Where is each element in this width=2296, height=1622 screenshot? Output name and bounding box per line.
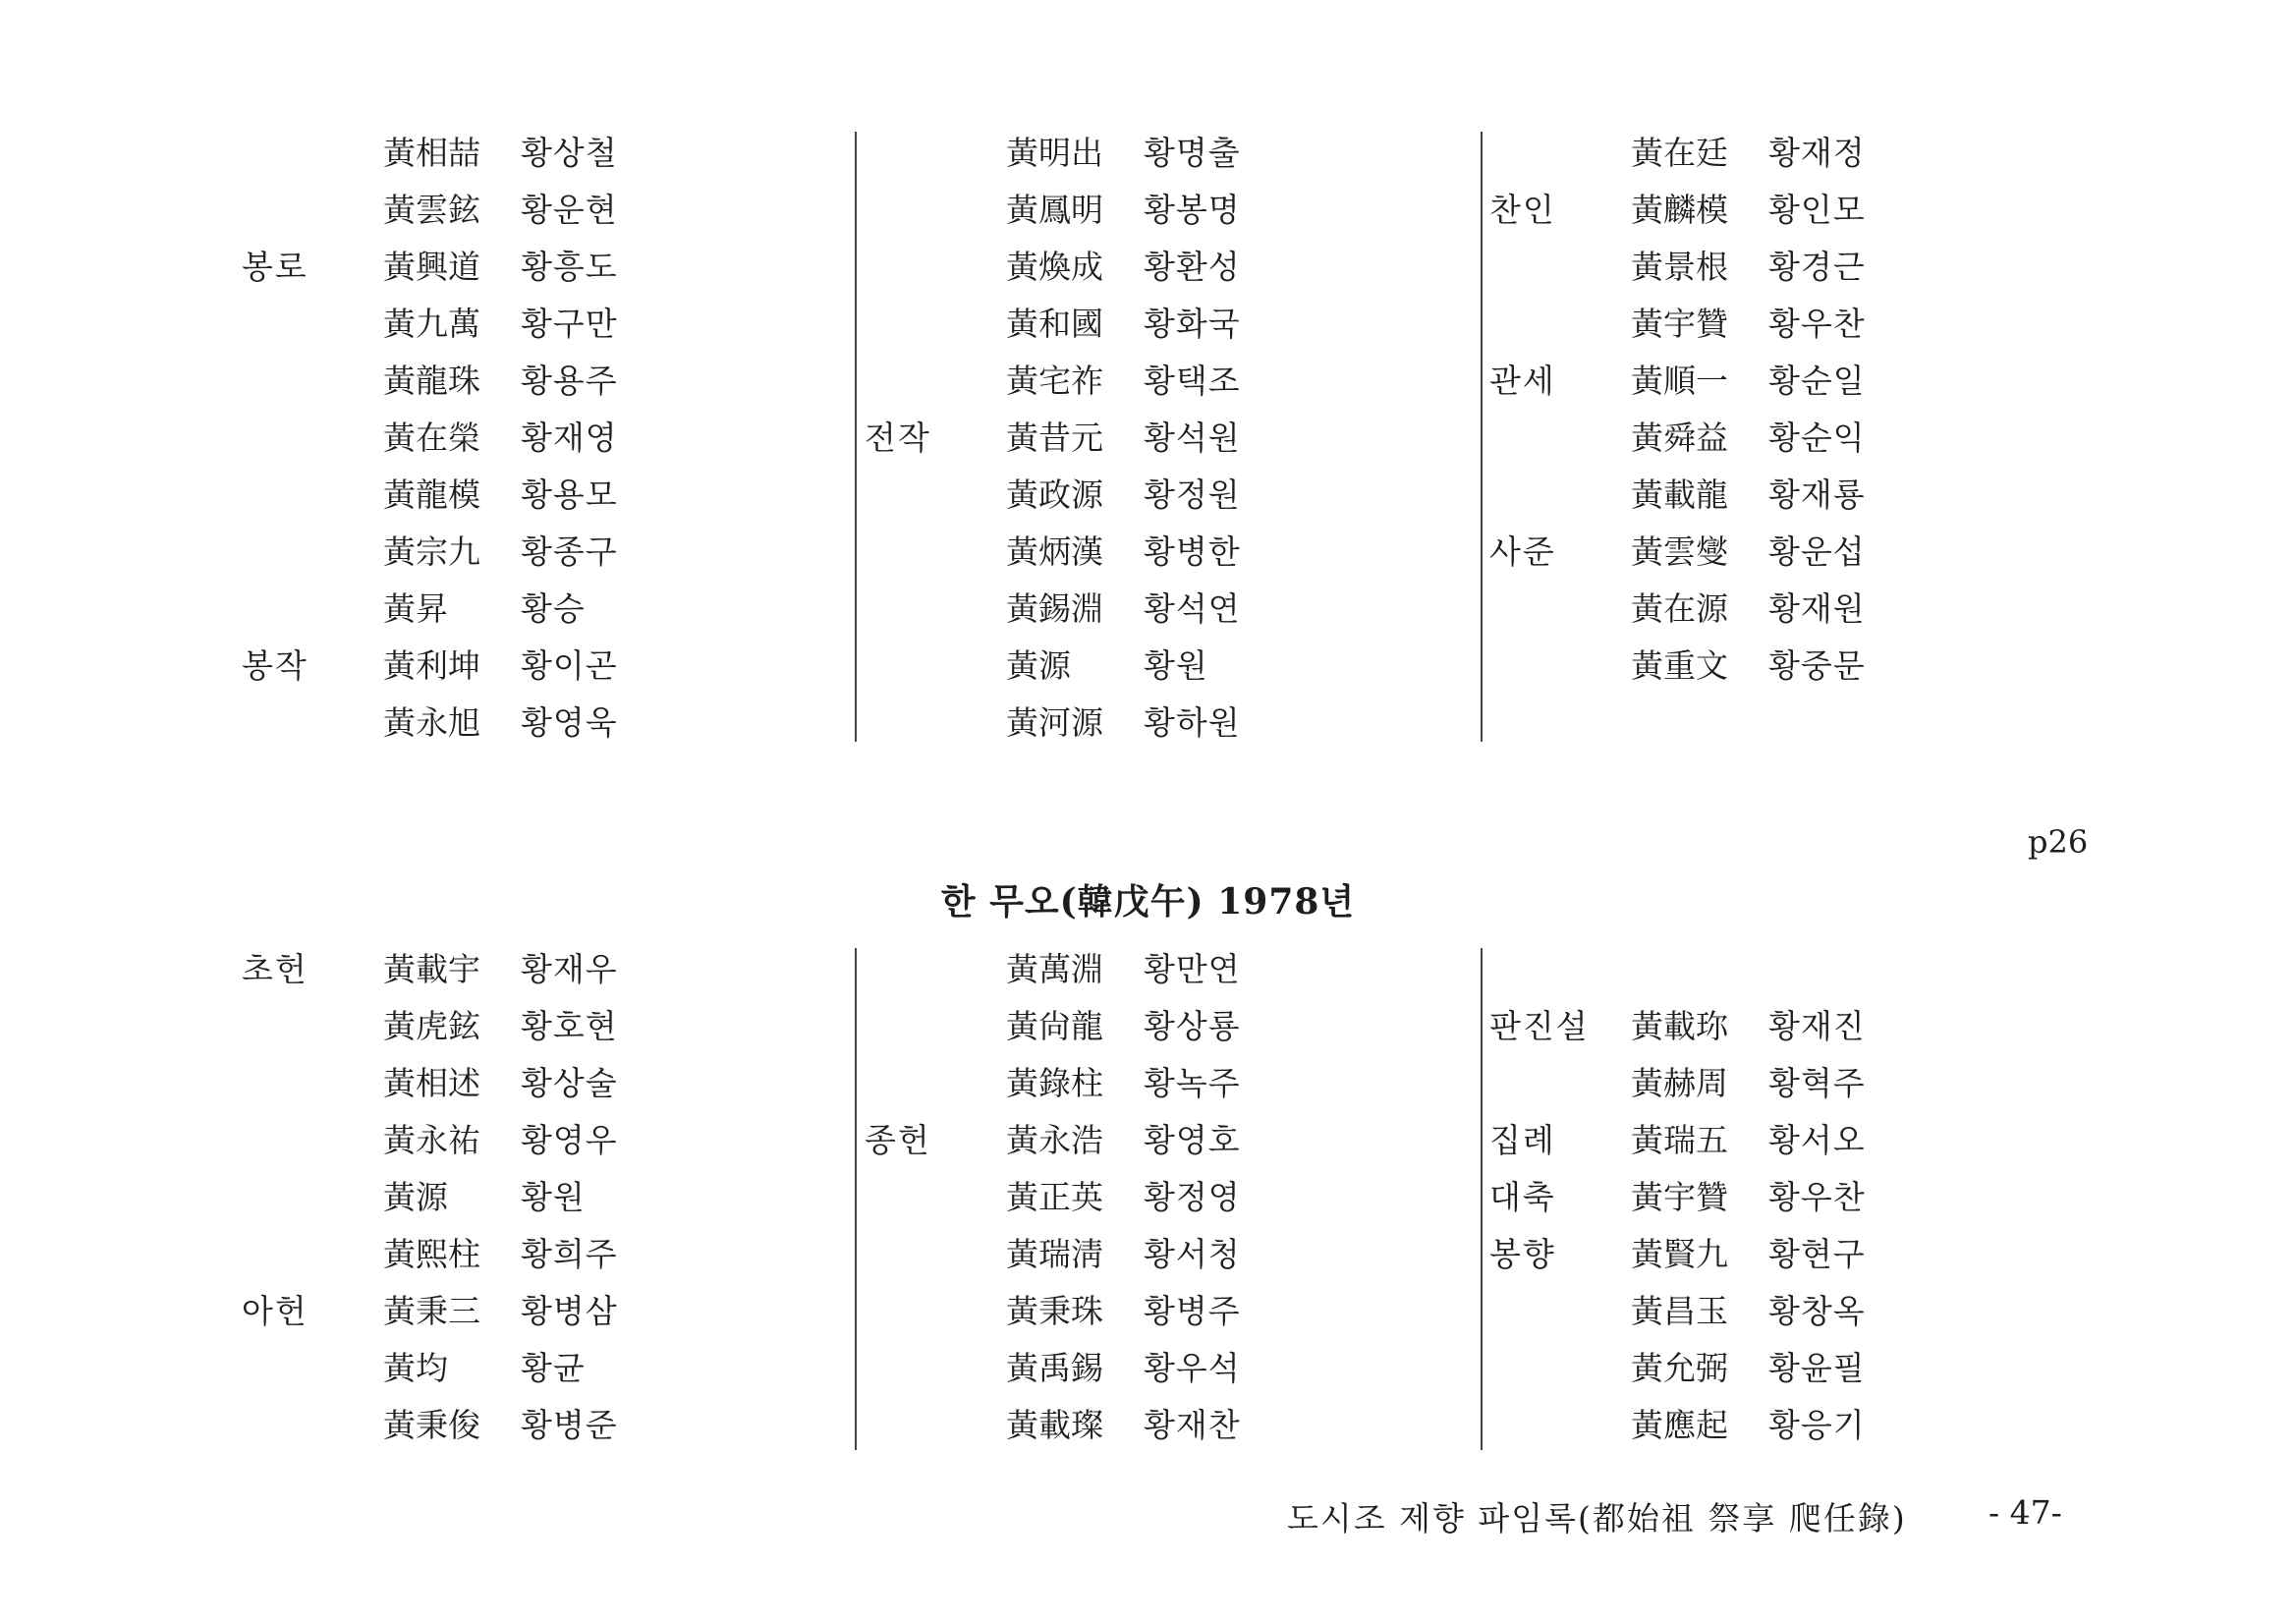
- name-hangul: 황재우: [521, 950, 618, 988]
- role-label: 사준: [1489, 532, 1556, 571]
- roster-entry: [1489, 998, 2108, 1055]
- name-hangul: 황재영: [521, 419, 618, 457]
- page-reference: p26: [2028, 823, 2089, 861]
- name-hangul: 황정영: [1144, 1178, 1241, 1216]
- roster-entry: [242, 467, 861, 524]
- roster-entry: [242, 1055, 861, 1112]
- name-hangul: 황응기: [1768, 1406, 1866, 1444]
- name-hangul: 황재정: [1768, 134, 1866, 172]
- roster-entry: [865, 410, 1484, 467]
- name-hanja: 黃永旭: [383, 703, 480, 742]
- name-hangul: 황순익: [1768, 419, 1866, 457]
- roster-entry: [242, 638, 861, 695]
- name-hangul: 황봉명: [1144, 191, 1241, 229]
- roster-entry: [242, 998, 861, 1055]
- name-hangul: 황우찬: [1768, 1178, 1866, 1216]
- name-hangul: 황명출: [1144, 134, 1241, 172]
- role-label: 봉향: [1489, 1235, 1556, 1273]
- name-hanja: 黃源: [383, 1178, 448, 1216]
- roster-entry: [1489, 1169, 2108, 1226]
- name-hanja: 黃政源: [1006, 475, 1103, 514]
- name-hangul: 황상철: [521, 134, 618, 172]
- name-hangul: 황창옥: [1768, 1292, 1866, 1330]
- roster-entry: [242, 1169, 861, 1226]
- name-hanja: 黃昇: [383, 589, 448, 628]
- name-hanja: 黃在榮: [383, 419, 480, 457]
- roster-entry: [242, 695, 861, 752]
- name-hanja: 黃瑞五: [1631, 1121, 1728, 1159]
- roster-entry: [865, 998, 1484, 1055]
- role-label: 판진설: [1489, 1007, 1590, 1045]
- roster-entry: [865, 1226, 1484, 1283]
- name-hangul: 황원: [521, 1178, 586, 1216]
- name-hanja: 黃載珎: [1631, 1007, 1728, 1045]
- name-hangul: 황영호: [1144, 1121, 1241, 1159]
- name-hangul: 황호현: [521, 1007, 618, 1045]
- name-hangul: 황만연: [1144, 950, 1241, 988]
- roster-entry: [865, 581, 1484, 638]
- role-label: 종헌: [865, 1121, 931, 1159]
- name-hangul: 황우석: [1144, 1349, 1241, 1387]
- role-label: 봉작: [242, 646, 308, 685]
- name-column: [1489, 125, 2108, 742]
- name-hanja: 黃興道: [383, 248, 480, 286]
- name-hangul: 황인모: [1768, 191, 1866, 229]
- role-label: 집례: [1489, 1121, 1556, 1159]
- roster-entry: [865, 296, 1484, 353]
- name-column: [865, 125, 1484, 742]
- roster-entry: [865, 467, 1484, 524]
- roster-entry: [242, 182, 861, 239]
- name-column: [242, 125, 861, 742]
- footer-title: 도시조 제향 파임록(都始祖 祭享 爬任錄): [1287, 1499, 1907, 1538]
- roster-entry: [865, 1340, 1484, 1397]
- name-hangul: 황균: [521, 1349, 586, 1387]
- name-hangul: 황중문: [1768, 646, 1866, 685]
- name-hangul: 황재룡: [1768, 475, 1866, 514]
- name-column: [1489, 941, 2108, 1450]
- roster-entry: [865, 353, 1484, 410]
- name-hanja: 黃正英: [1006, 1178, 1103, 1216]
- name-hangul: 황택조: [1144, 362, 1241, 400]
- name-hangul: 황경근: [1768, 248, 1866, 286]
- roster-entry: [1489, 353, 2108, 410]
- name-hangul: 황현구: [1768, 1235, 1866, 1273]
- name-hanja: 黃明出: [1006, 134, 1103, 172]
- roster-entry: [1489, 638, 2108, 695]
- name-hangul: 황우찬: [1768, 305, 1866, 343]
- roster-entry: [1489, 1283, 2108, 1340]
- name-hangul: 황서청: [1144, 1235, 1241, 1273]
- name-hanja: 黃載龍: [1631, 475, 1728, 514]
- name-hanja: 黃煥成: [1006, 248, 1103, 286]
- name-hanja: 黃麟模: [1631, 191, 1728, 229]
- roster-entry: [242, 1283, 861, 1340]
- roster-entry: [865, 1055, 1484, 1112]
- name-hangul: 황희주: [521, 1235, 618, 1273]
- name-hangul: 황석연: [1144, 589, 1241, 628]
- name-hangul: 황윤필: [1768, 1349, 1866, 1387]
- roster-entry: [1489, 182, 2108, 239]
- roster-entry: [865, 695, 1484, 752]
- roster-entry: [1489, 524, 2108, 581]
- roster-entry: [242, 410, 861, 467]
- name-hanja: 黃宇贊: [1631, 305, 1728, 343]
- name-hangul: 황석원: [1144, 419, 1241, 457]
- name-hanja: 黃昌玉: [1631, 1292, 1728, 1330]
- role-label: 찬인: [1489, 191, 1556, 229]
- roster-entry: [242, 581, 861, 638]
- name-hanja: 黃允弼: [1631, 1349, 1728, 1387]
- roster-entry: [865, 941, 1484, 998]
- name-hangul: 황재찬: [1144, 1406, 1241, 1444]
- roster-entry: [242, 1226, 861, 1283]
- name-hanja: 黃昔元: [1006, 419, 1103, 457]
- name-hanja: 黃九萬: [383, 305, 480, 343]
- name-hangul: 황이곤: [521, 646, 618, 685]
- roster-entry: [1489, 296, 2108, 353]
- name-hanja: 黃錄柱: [1006, 1064, 1103, 1102]
- name-hanja: 黃順一: [1631, 362, 1728, 400]
- roster-entry: [242, 296, 861, 353]
- name-hanja: 黃禹錫: [1006, 1349, 1103, 1387]
- roster-entry: [242, 1112, 861, 1169]
- name-hanja: 黃瑞淸: [1006, 1235, 1103, 1273]
- roster-entry: [242, 524, 861, 581]
- name-hangul: 황환성: [1144, 248, 1241, 286]
- roster-entry: [242, 353, 861, 410]
- name-hanja: 黃秉俊: [383, 1406, 480, 1444]
- name-hanja: 黃熙柱: [383, 1235, 480, 1273]
- name-hanja: 黃重文: [1631, 646, 1728, 685]
- name-hanja: 黃尙龍: [1006, 1007, 1103, 1045]
- roster-section-1: [0, 125, 2296, 742]
- roster-entry: [242, 1340, 861, 1397]
- roster-entry: [865, 638, 1484, 695]
- role-label: 대축: [1489, 1178, 1556, 1216]
- name-hangul: 황녹주: [1144, 1064, 1241, 1102]
- name-hangul: 황종구: [521, 532, 618, 571]
- name-hangul: 황영욱: [521, 703, 618, 742]
- roster-section-2: [0, 941, 2296, 1450]
- roster-entry: [865, 1283, 1484, 1340]
- name-hanja: 黃賢九: [1631, 1235, 1728, 1273]
- name-hangul: 황병주: [1144, 1292, 1241, 1330]
- section-title: 한 무오(韓戊午) 1978년: [940, 881, 1356, 923]
- roster-entry: [242, 239, 861, 296]
- name-hangul: 황운섭: [1768, 532, 1866, 571]
- roster-entry: [242, 125, 861, 182]
- roster-entry: [1489, 1226, 2108, 1283]
- name-hangul: 황용모: [521, 475, 618, 514]
- name-hanja: 黃相述: [383, 1064, 480, 1102]
- name-hangul: 황화국: [1144, 305, 1241, 343]
- name-hanja: 黃相喆: [383, 134, 480, 172]
- name-hanja: 黃雲鉉: [383, 191, 480, 229]
- name-hanja: 黃雲燮: [1631, 532, 1728, 571]
- name-hanja: 黃龍模: [383, 475, 480, 514]
- roster-entry: [1489, 941, 2108, 998]
- name-hangul: 황병삼: [521, 1292, 618, 1330]
- name-column: [865, 941, 1484, 1450]
- roster-entry: [1489, 467, 2108, 524]
- roster-entry: [865, 1397, 1484, 1454]
- roster-entry: [1489, 581, 2108, 638]
- name-hangul: 황병준: [521, 1406, 618, 1444]
- name-hanja: 黃永浩: [1006, 1121, 1103, 1159]
- name-hangul: 황승: [521, 589, 586, 628]
- name-hangul: 황원: [1144, 646, 1208, 685]
- name-hanja: 黃載宇: [383, 950, 480, 988]
- roster-entry: [865, 182, 1484, 239]
- role-label: 초헌: [242, 950, 308, 988]
- name-hanja: 黃應起: [1631, 1406, 1728, 1444]
- name-hanja: 黃均: [383, 1349, 448, 1387]
- name-hanja: 黃舜益: [1631, 419, 1728, 457]
- name-hanja: 黃河源: [1006, 703, 1103, 742]
- roster-entry: [1489, 239, 2108, 296]
- name-hanja: 黃在廷: [1631, 134, 1728, 172]
- name-hanja: 黃宅祚: [1006, 362, 1103, 400]
- name-hanja: 黃虎鉉: [383, 1007, 480, 1045]
- name-hangul: 황흥도: [521, 248, 618, 286]
- roster-entry: [1489, 1340, 2108, 1397]
- name-hangul: 황병한: [1144, 532, 1241, 571]
- roster-entry: [865, 524, 1484, 581]
- roster-entry: [242, 941, 861, 998]
- name-hanja: 黃秉珠: [1006, 1292, 1103, 1330]
- role-label: 관세: [1489, 362, 1556, 400]
- roster-entry: [865, 1112, 1484, 1169]
- name-hanja: 黃宗九: [383, 532, 480, 571]
- roster-entry: [865, 239, 1484, 296]
- name-hanja: 黃龍珠: [383, 362, 480, 400]
- name-hangul: 황순일: [1768, 362, 1866, 400]
- name-hanja: 黃宇贊: [1631, 1178, 1728, 1216]
- name-hangul: 황하원: [1144, 703, 1241, 742]
- name-hanja: 黃在源: [1631, 589, 1728, 628]
- name-hangul: 황상룡: [1144, 1007, 1241, 1045]
- name-hanja: 黃錫淵: [1006, 589, 1103, 628]
- name-hangul: 황용주: [521, 362, 618, 400]
- role-label: 아헌: [242, 1292, 308, 1330]
- name-hangul: 황구만: [521, 305, 618, 343]
- name-hangul: 황혁주: [1768, 1064, 1866, 1102]
- roster-entry: [865, 125, 1484, 182]
- name-hanja: 黃利坤: [383, 646, 480, 685]
- roster-entry: [1489, 1055, 2108, 1112]
- name-hanja: 黃萬淵: [1006, 950, 1103, 988]
- name-hangul: 황영우: [521, 1121, 618, 1159]
- roster-entry: [865, 1169, 1484, 1226]
- role-label: 전작: [865, 419, 931, 457]
- name-column: [242, 941, 861, 1450]
- name-hanja: 黃永祐: [383, 1121, 480, 1159]
- name-hanja: 黃炳漢: [1006, 532, 1103, 571]
- name-hanja: 黃鳳明: [1006, 191, 1103, 229]
- name-hanja: 黃載璨: [1006, 1406, 1103, 1444]
- name-hangul: 황재진: [1768, 1007, 1866, 1045]
- roster-entry: [1489, 1112, 2108, 1169]
- name-hanja: 黃景根: [1631, 248, 1728, 286]
- name-hangul: 황상술: [521, 1064, 618, 1102]
- name-hangul: 황운현: [521, 191, 618, 229]
- name-hanja: 黃源: [1006, 646, 1071, 685]
- name-hangul: 황재원: [1768, 589, 1866, 628]
- roster-entry: [242, 1397, 861, 1454]
- roster-entry: [1489, 410, 2108, 467]
- roster-entry: [1489, 1397, 2108, 1454]
- name-hanja: 黃赫周: [1631, 1064, 1728, 1102]
- page-number: - 47-: [1988, 1493, 2062, 1532]
- roster-entry: [1489, 125, 2108, 182]
- role-label: 봉로: [242, 248, 308, 286]
- name-hangul: 황서오: [1768, 1121, 1866, 1159]
- name-hanja: 黃和國: [1006, 305, 1103, 343]
- name-hangul: 황정원: [1144, 475, 1241, 514]
- name-hanja: 黃秉三: [383, 1292, 480, 1330]
